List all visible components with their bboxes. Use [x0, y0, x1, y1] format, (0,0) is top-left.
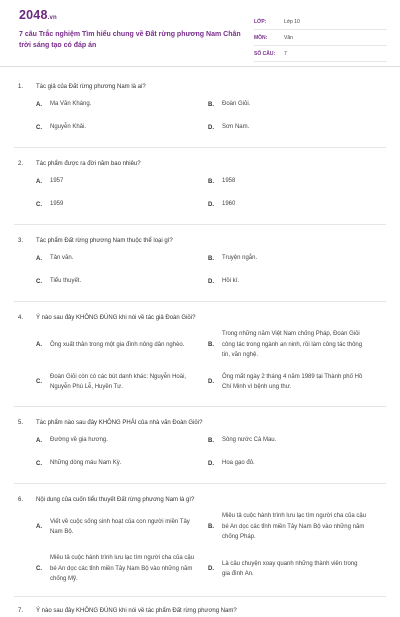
option-d[interactable]: D. Là câu chuyện xoay quanh những thành viên trong gia đình An.	[208, 560, 358, 577]
question-text: 3. Tác phẩm Đất rừng phương Nam thuộc thể loại gì?	[18, 238, 173, 244]
options	[36, 93, 382, 139]
option-d[interactable]: D. Ông mất ngày 2 tháng 4 năm 1989 tại Thành phố Hồ Chí Minh vì bệnh ung thư.	[208, 373, 363, 390]
meta-label: LỚP:	[254, 18, 267, 25]
divider	[14, 147, 386, 148]
question-7	[18, 605, 382, 617]
divider	[14, 596, 386, 597]
meta-value: 7	[284, 50, 287, 57]
options	[36, 170, 382, 216]
option-b[interactable]: B. Truyện ngắn.	[208, 255, 258, 262]
option-b[interactable]: B. Miêu tả cuộc hành trình lưu lạc tìm người cha của cậu bé An dọc các tỉnh miền Tây Nam Bộ vào những năm chống Pháp.	[208, 513, 367, 541]
question-text: 4. Ý nào sau đây KHÔNG ĐÚNG khi nói về tác giả Đoàn Giỏi?	[18, 315, 196, 321]
option-c[interactable]: C. Đoàn Giỏi còn có các bút danh khác: Nguyễn Hoài, Nguyễn Phú Lễ, Huyền Tư.	[36, 373, 187, 390]
option-d[interactable]: D. 1960	[208, 201, 236, 208]
option-d[interactable]: D. Sơn Nam.	[208, 124, 250, 131]
option-a[interactable]: A. Đường về gia hương.	[36, 437, 108, 444]
meta-value: Văn	[284, 34, 293, 41]
divider	[14, 406, 386, 407]
option-a[interactable]: A. Tản văn.	[36, 255, 74, 262]
question-5	[18, 417, 382, 475]
divider	[14, 483, 386, 484]
question-1	[18, 81, 382, 139]
question-text: 5. Tác phẩm nào sau đây KHÔNG PHẢI của nhà văn Đoàn Giỏi?	[18, 420, 203, 426]
question-text: 2. Tác phẩm được ra đời năm bao nhiêu?	[18, 161, 141, 167]
options	[36, 429, 382, 475]
option-b[interactable]: B. Sông nước Cà Mau.	[208, 437, 277, 444]
options	[36, 324, 382, 398]
option-a[interactable]: A. Ông xuất thân trong một gia đình nông dân nghèo.	[36, 341, 185, 348]
option-b[interactable]: B. Trong những năm Việt Nam chống Pháp, Đoàn Giỏi công tác trong ngành an ninh, rồi làm công tác thông tin, văn nghệ.	[208, 331, 363, 359]
option-a[interactable]: A. 1957	[36, 178, 64, 185]
divider	[14, 301, 386, 302]
option-c[interactable]: C. Tiểu thuyết.	[36, 278, 82, 285]
question-text: 1. Tác giả của Đất rừng phương Nam là ai?	[18, 84, 146, 90]
option-c[interactable]: C. Những dòng máu Nam Kỳ.	[36, 460, 122, 467]
meta-table	[254, 14, 387, 62]
option-c[interactable]: C. Nguyễn Khải.	[36, 124, 87, 131]
option-a[interactable]: A. Viết về cuộc sống sinh hoạt của con người miền Tây Nam Bộ.	[36, 518, 190, 535]
question-text: 6. Nội dung của cuốn tiểu thuyết Đất rừng phương Nam là gì?	[18, 497, 195, 503]
divider	[14, 224, 386, 225]
question-3	[18, 235, 382, 293]
option-a[interactable]: A. Ma Văn Kháng.	[36, 101, 92, 108]
logo-text: 2048	[19, 8, 48, 22]
question-text: 7. Ý nào sau đây KHÔNG ĐÚNG khi nói về tác phẩm Đất rừng phương Nam?	[18, 608, 237, 614]
question-6	[18, 494, 382, 590]
quiz-title: 7 câu Trắc nghiệm Tìm hiểu chung về Đất rừng phương Nam Chân trời sáng tạo có đáp án	[19, 31, 241, 49]
option-b[interactable]: B. 1958	[208, 178, 236, 185]
header	[0, 0, 400, 67]
meta-label: MÔN:	[254, 34, 268, 41]
site-logo[interactable]	[19, 8, 57, 22]
meta-row-class	[254, 14, 387, 30]
meta-row-subject	[254, 30, 387, 46]
meta-row-count	[254, 46, 387, 62]
meta-label: SỐ CÂU:	[254, 50, 276, 57]
options	[36, 247, 382, 293]
logo-suffix: .vn	[47, 15, 57, 21]
option-d[interactable]: D. Hoa gạo đỏ.	[208, 460, 255, 467]
option-c[interactable]: C. 1959	[36, 201, 64, 208]
options	[36, 506, 382, 590]
option-b[interactable]: B. Đoàn Giỏi.	[208, 101, 251, 108]
question-4	[18, 312, 382, 398]
question-2	[18, 158, 382, 216]
option-d[interactable]: D. Hồi kí.	[208, 278, 240, 285]
option-c[interactable]: C. Miêu tả cuộc hành trình lưu lạc tìm người cha của cậu bé An dọc các tỉnh miền Tây Nam Bộ vào những năm chống Mỹ.	[36, 555, 195, 583]
meta-value: Lớp 10	[284, 18, 300, 25]
